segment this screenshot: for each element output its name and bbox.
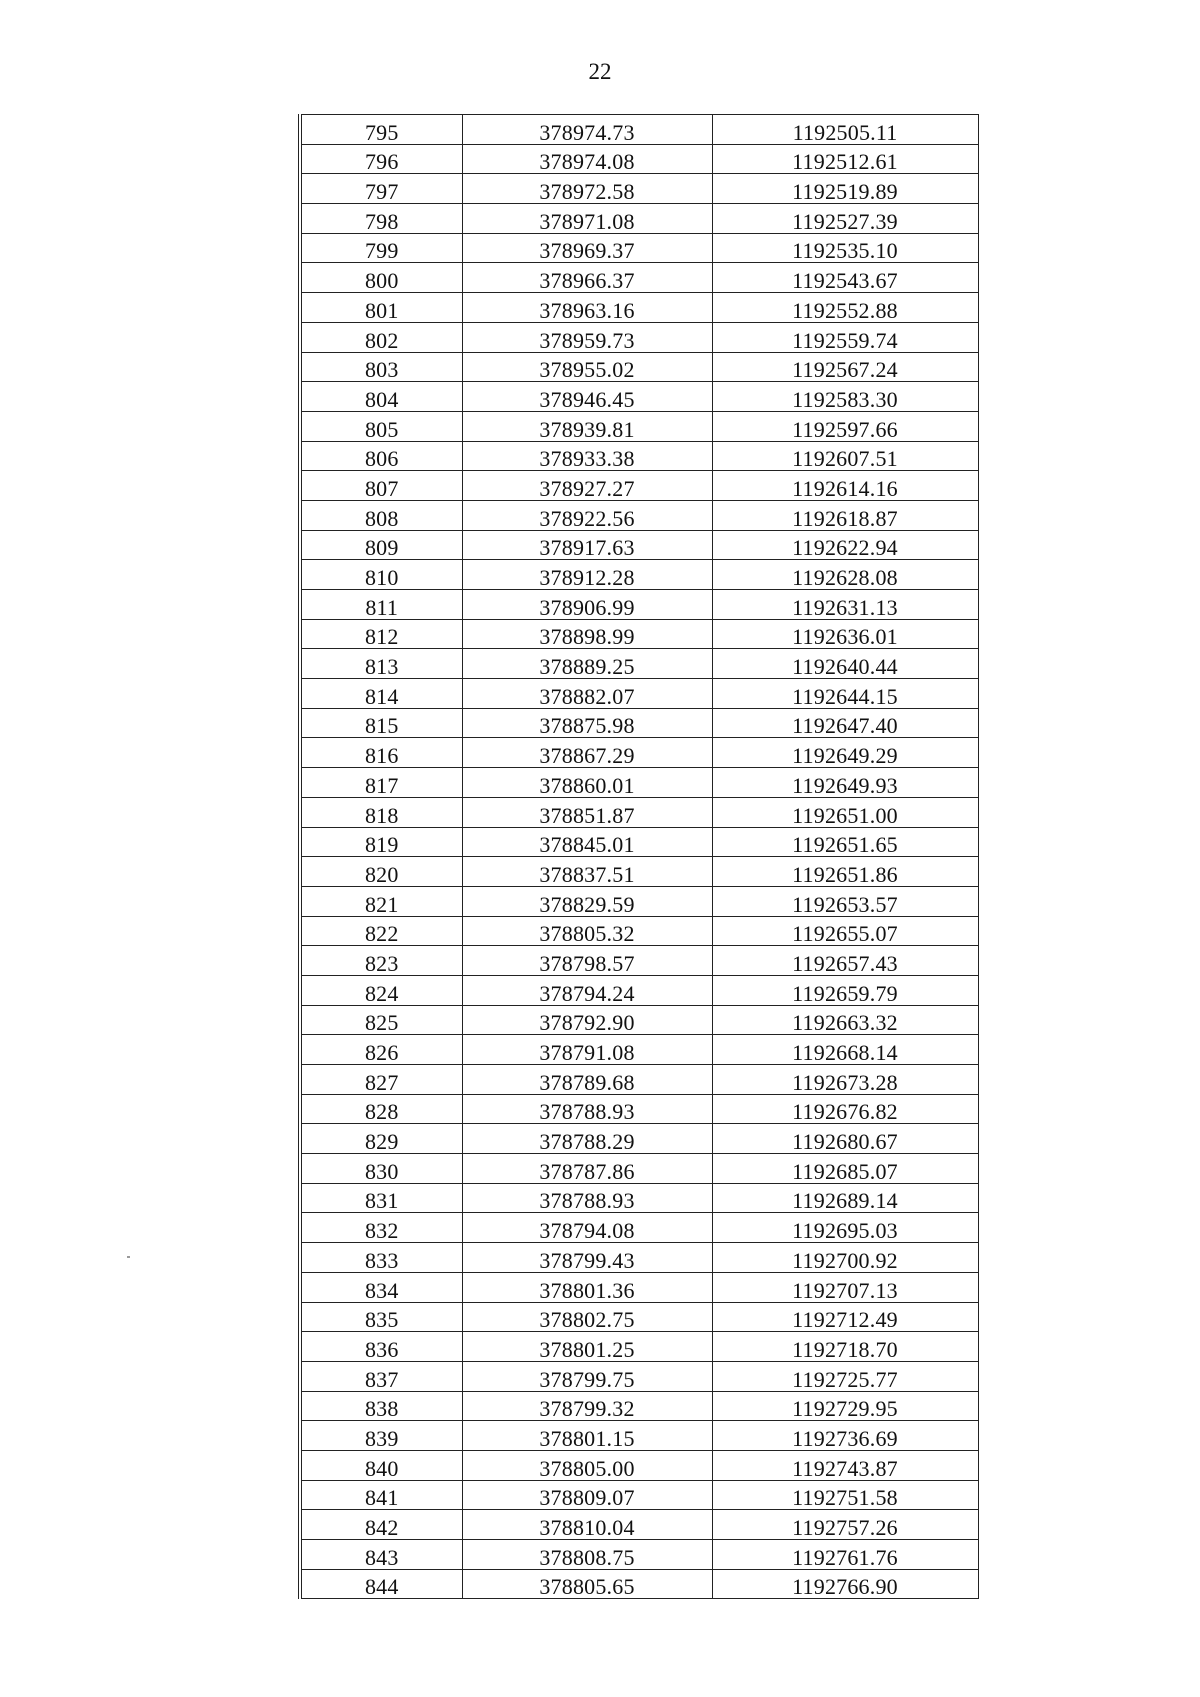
table-row [300,1421,978,1451]
x-coordinate-cell: 378906.99 [462,590,712,620]
y-coordinate-cell: 1192636.01 [712,619,978,649]
x-coordinate-cell: 378889.25 [462,649,712,679]
table-row [300,1183,978,1213]
table-row [300,708,978,738]
y-coordinate-cell: 1192651.65 [712,827,978,857]
x-coordinate-cell: 378974.73 [462,115,712,145]
y-coordinate-cell: 1192640.44 [712,649,978,679]
point-number-cell: 831 [300,1183,462,1213]
table-row [300,1540,978,1570]
x-coordinate-cell: 378801.25 [462,1332,712,1362]
y-coordinate-cell: 1192685.07 [712,1154,978,1184]
point-number-cell: 828 [300,1094,462,1124]
table-row [300,1243,978,1273]
point-number-cell: 806 [300,441,462,471]
y-coordinate-cell: 1192743.87 [712,1450,978,1480]
point-number-cell: 824 [300,975,462,1005]
point-number-cell: 827 [300,1065,462,1095]
y-coordinate-cell: 1192543.67 [712,263,978,293]
table-row [300,946,978,976]
table-row [300,1450,978,1480]
y-coordinate-cell: 1192649.29 [712,738,978,768]
x-coordinate-cell: 378867.29 [462,738,712,768]
table-row [300,738,978,768]
point-number-cell: 811 [300,590,462,620]
table-row [300,1569,978,1599]
table-row [300,1035,978,1065]
y-coordinate-cell: 1192761.76 [712,1540,978,1570]
coordinates-table [298,114,979,1599]
table-row [300,115,978,145]
y-coordinate-cell: 1192583.30 [712,382,978,412]
table-row [300,649,978,679]
y-coordinate-cell: 1192725.77 [712,1361,978,1391]
table-row [300,916,978,946]
table-row [300,560,978,590]
y-coordinate-cell: 1192718.70 [712,1332,978,1362]
table-row [300,1272,978,1302]
x-coordinate-cell: 378860.01 [462,768,712,798]
y-coordinate-cell: 1192680.67 [712,1124,978,1154]
table-row [300,382,978,412]
table-row [300,352,978,382]
table-row [300,1094,978,1124]
table-row [300,293,978,323]
table-row [300,1361,978,1391]
point-number-cell: 839 [300,1421,462,1451]
point-number-cell: 817 [300,768,462,798]
point-number-cell: 799 [300,233,462,263]
table-row [300,1213,978,1243]
table-row [300,768,978,798]
x-coordinate-cell: 378788.29 [462,1124,712,1154]
x-coordinate-cell: 378801.15 [462,1421,712,1451]
point-number-cell: 842 [300,1510,462,1540]
y-coordinate-cell: 1192673.28 [712,1065,978,1095]
x-coordinate-cell: 378922.56 [462,500,712,530]
point-number-cell: 836 [300,1332,462,1362]
point-number-cell: 798 [300,204,462,234]
point-number-cell: 826 [300,1035,462,1065]
x-coordinate-cell: 378963.16 [462,293,712,323]
point-number-cell: 832 [300,1213,462,1243]
table-row [300,1154,978,1184]
x-coordinate-cell: 378802.75 [462,1302,712,1332]
point-number-cell: 797 [300,174,462,204]
x-coordinate-cell: 378801.36 [462,1272,712,1302]
table-row [300,1302,978,1332]
y-coordinate-cell: 1192567.24 [712,352,978,382]
x-coordinate-cell: 378851.87 [462,797,712,827]
point-number-cell: 805 [300,411,462,441]
x-coordinate-cell: 378837.51 [462,857,712,887]
y-coordinate-cell: 1192707.13 [712,1272,978,1302]
x-coordinate-cell: 378799.32 [462,1391,712,1421]
y-coordinate-cell: 1192695.03 [712,1213,978,1243]
x-coordinate-cell: 378933.38 [462,441,712,471]
y-coordinate-cell: 1192647.40 [712,708,978,738]
page-number: 22 [588,59,612,84]
y-coordinate-cell: 1192663.32 [712,1005,978,1035]
x-coordinate-cell: 378912.28 [462,560,712,590]
x-coordinate-cell: 378794.08 [462,1213,712,1243]
table-row [300,471,978,501]
point-number-cell: 815 [300,708,462,738]
table-row [300,886,978,916]
y-coordinate-cell: 1192757.26 [712,1510,978,1540]
point-number-cell: 834 [300,1272,462,1302]
y-coordinate-cell: 1192729.95 [712,1391,978,1421]
point-number-cell: 843 [300,1540,462,1570]
point-number-cell: 803 [300,352,462,382]
y-coordinate-cell: 1192712.49 [712,1302,978,1332]
y-coordinate-cell: 1192659.79 [712,975,978,1005]
x-coordinate-cell: 378792.90 [462,1005,712,1035]
table-row [300,975,978,1005]
point-number-cell: 822 [300,916,462,946]
y-coordinate-cell: 1192628.08 [712,560,978,590]
x-coordinate-cell: 378829.59 [462,886,712,916]
x-coordinate-cell: 378946.45 [462,382,712,412]
point-number-cell: 818 [300,797,462,827]
x-coordinate-cell: 378810.04 [462,1510,712,1540]
point-number-cell: 808 [300,500,462,530]
point-number-cell: 830 [300,1154,462,1184]
point-number-cell: 821 [300,886,462,916]
y-coordinate-cell: 1192700.92 [712,1243,978,1273]
x-coordinate-cell: 378845.01 [462,827,712,857]
x-coordinate-cell: 378805.32 [462,916,712,946]
table-row [300,263,978,293]
x-coordinate-cell: 378791.08 [462,1035,712,1065]
x-coordinate-cell: 378808.75 [462,1540,712,1570]
table-row [300,619,978,649]
table-row [300,797,978,827]
x-coordinate-cell: 378972.58 [462,174,712,204]
table-row [300,174,978,204]
table-row [300,857,978,887]
y-coordinate-cell: 1192622.94 [712,530,978,560]
table-row [300,411,978,441]
x-coordinate-cell: 378971.08 [462,204,712,234]
table-row [300,590,978,620]
x-coordinate-cell: 378969.37 [462,233,712,263]
x-coordinate-cell: 378882.07 [462,679,712,709]
y-coordinate-cell: 1192689.14 [712,1183,978,1213]
point-number-cell: 835 [300,1302,462,1332]
table-row [300,1005,978,1035]
point-number-cell: 800 [300,263,462,293]
y-coordinate-cell: 1192527.39 [712,204,978,234]
point-number-cell: 804 [300,382,462,412]
table-row [300,1065,978,1095]
y-coordinate-cell: 1192649.93 [712,768,978,798]
x-coordinate-cell: 378955.02 [462,352,712,382]
y-coordinate-cell: 1192535.10 [712,233,978,263]
x-coordinate-cell: 378799.43 [462,1243,712,1273]
point-number-cell: 823 [300,946,462,976]
x-coordinate-cell: 378898.99 [462,619,712,649]
x-coordinate-cell: 378789.68 [462,1065,712,1095]
y-coordinate-cell: 1192552.88 [712,293,978,323]
point-number-cell: 829 [300,1124,462,1154]
table-row [300,1124,978,1154]
point-number-cell: 816 [300,738,462,768]
point-number-cell: 802 [300,322,462,352]
table-row [300,1391,978,1421]
x-coordinate-cell: 378974.08 [462,144,712,174]
point-number-cell: 795 [300,115,462,145]
y-coordinate-cell: 1192631.13 [712,590,978,620]
point-number-cell: 837 [300,1361,462,1391]
point-number-cell: 833 [300,1243,462,1273]
x-coordinate-cell: 378927.27 [462,471,712,501]
y-coordinate-cell: 1192512.61 [712,144,978,174]
point-number-cell: 819 [300,827,462,857]
x-coordinate-cell: 378788.93 [462,1094,712,1124]
table-row [300,827,978,857]
point-number-cell: 814 [300,679,462,709]
point-number-cell: 796 [300,144,462,174]
x-coordinate-cell: 378794.24 [462,975,712,1005]
table-row [300,1332,978,1362]
table-row [300,500,978,530]
point-number-cell: 813 [300,649,462,679]
table-row [300,144,978,174]
y-coordinate-cell: 1192657.43 [712,946,978,976]
point-number-cell: 840 [300,1450,462,1480]
point-number-cell: 812 [300,619,462,649]
x-coordinate-cell: 378788.93 [462,1183,712,1213]
point-number-cell: 825 [300,1005,462,1035]
point-number-cell: 820 [300,857,462,887]
table-row [300,1480,978,1510]
x-coordinate-cell: 378787.86 [462,1154,712,1184]
point-number-cell: 838 [300,1391,462,1421]
point-number-cell: 844 [300,1569,462,1599]
x-coordinate-cell: 378799.75 [462,1361,712,1391]
y-coordinate-cell: 1192644.15 [712,679,978,709]
y-coordinate-cell: 1192559.74 [712,322,978,352]
table-row [300,679,978,709]
x-coordinate-cell: 378805.00 [462,1450,712,1480]
x-coordinate-cell: 378809.07 [462,1480,712,1510]
y-coordinate-cell: 1192676.82 [712,1094,978,1124]
table-row [300,1510,978,1540]
x-coordinate-cell: 378875.98 [462,708,712,738]
x-coordinate-cell: 378939.81 [462,411,712,441]
table-row [300,204,978,234]
coordinates-table-body [300,115,978,1599]
x-coordinate-cell: 378917.63 [462,530,712,560]
point-number-cell: 841 [300,1480,462,1510]
table-row [300,530,978,560]
y-coordinate-cell: 1192618.87 [712,500,978,530]
x-coordinate-cell: 378959.73 [462,322,712,352]
y-coordinate-cell: 1192751.58 [712,1480,978,1510]
y-coordinate-cell: 1192651.00 [712,797,978,827]
y-coordinate-cell: 1192614.16 [712,471,978,501]
table-row [300,441,978,471]
x-coordinate-cell: 378798.57 [462,946,712,976]
x-coordinate-cell: 378805.65 [462,1569,712,1599]
point-number-cell: 801 [300,293,462,323]
point-number-cell: 809 [300,530,462,560]
x-coordinate-cell: 378966.37 [462,263,712,293]
point-number-cell: 807 [300,471,462,501]
y-coordinate-cell: 1192505.11 [712,115,978,145]
y-coordinate-cell: 1192653.57 [712,886,978,916]
y-coordinate-cell: 1192651.86 [712,857,978,887]
y-coordinate-cell: 1192607.51 [712,441,978,471]
table-row [300,233,978,263]
table-row [300,322,978,352]
y-coordinate-cell: 1192736.69 [712,1421,978,1451]
y-coordinate-cell: 1192766.90 [712,1569,978,1599]
point-number-cell: 810 [300,560,462,590]
y-coordinate-cell: 1192597.66 [712,411,978,441]
scan-dot [127,1256,130,1258]
y-coordinate-cell: 1192519.89 [712,174,978,204]
y-coordinate-cell: 1192668.14 [712,1035,978,1065]
y-coordinate-cell: 1192655.07 [712,916,978,946]
